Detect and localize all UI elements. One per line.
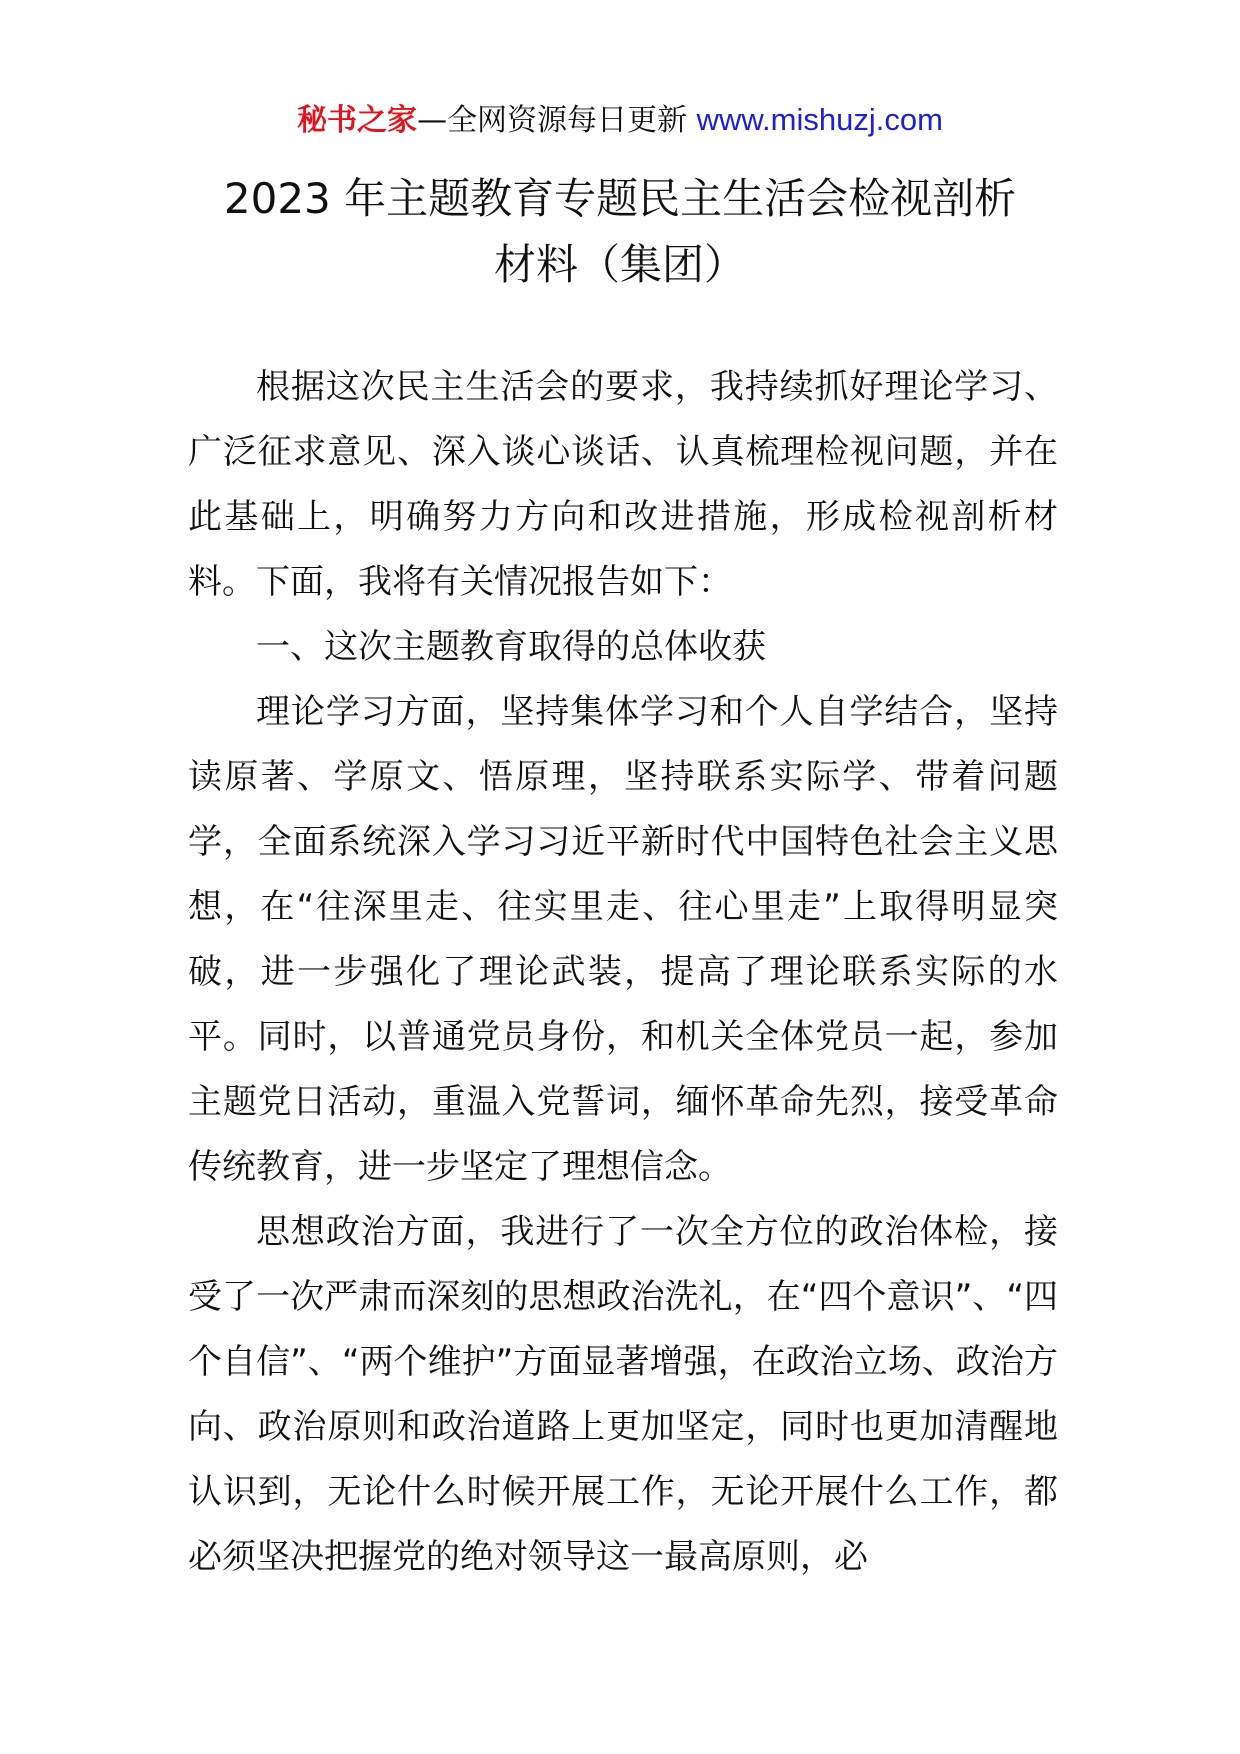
- document-title: [150, 166, 1090, 298]
- site-header: [0, 98, 1240, 143]
- title-line-2: 材料（集团）: [493, 240, 746, 289]
- header-tagline: —全网资源每日更新: [417, 103, 697, 138]
- paragraph-theory-study: 理论学习方面，坚持集体学习和个人自学结合，坚持读原著、学原文、悟原理，坚持联系实际学、带着问题学，全面系统深入学习习近平新时代中国特色社会主义思想，在“往深里走、往实里走、往心里走”上取得明显突破，进一步强化了理论武装，提高了理论联系实际的水平。同时，以普通党员身份，和机关全体党员一起，参加主题党日活动，重温入党誓词，缅怀革命先烈，接受革命传统教育，进一步坚定了理想信念。: [188, 692, 1058, 1187]
- paragraph-political-thought: 思想政治方面，我进行了一次全方位的政治体检，接受了一次严肃而深刻的思想政治洗礼，在“四个意识”、“四个自信”、“两个维护”方面显著增强，在政治立场、政治方向、政治原则和政治道路上更加坚定，同时也更加清醒地认识到，无论什么时候开展工作，无论开展什么工作，都必须坚决把握党的绝对领导这一最高原则，必: [188, 1212, 1058, 1577]
- paragraph-intro: 根据这次民主生活会的要求，我持续抓好理论学习、广泛征求意见、深入谈心谈话、认真梳理检视问题，并在此基础上，明确努力方向和改进措施，形成检视剖析材料。下面，我将有关情况报告如下：: [188, 367, 1058, 602]
- title-line-1: 2023 年主题教育专题民主生活会检视剖析: [223, 174, 1017, 223]
- site-url[interactable]: www.mishuzj.com: [696, 102, 943, 137]
- document-body: [188, 355, 1058, 1590]
- brand-name: 秘书之家: [297, 103, 418, 138]
- section-heading-1: 一、这次主题教育取得的总体收获: [256, 627, 766, 667]
